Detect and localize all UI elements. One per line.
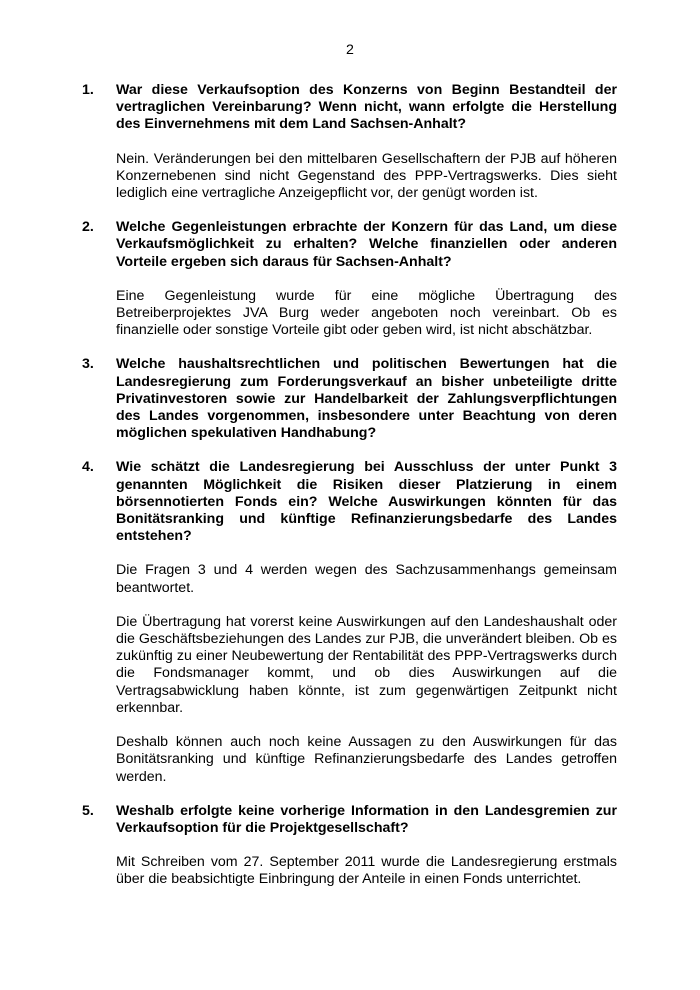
qa-list xyxy=(82,82,617,906)
item-number: 1. xyxy=(82,82,94,98)
item-number: 2. xyxy=(82,219,94,236)
question-text: War diese Verkaufsoption des Konzerns von Beginn Bestandteil der vertraglichen Vereinbarung? Wenn nicht, wann erfolgte die Herstellung des Einvernehmens mit dem Land Sachsen-Anhalt? xyxy=(116,82,617,133)
item-number: 4. xyxy=(82,459,94,476)
answer-paragraph: Mit Schreiben vom 27. September 2011 wurde die Landesregierung erstmals über die beabsichtigte Einbringung der Anteile in einen Fonds unterrichtet. xyxy=(116,854,617,888)
question-text: Weshalb erfolgte keine vorherige Information in den Landesgremien zur Verkaufsoption für die Projektgesellschaft? xyxy=(116,802,617,836)
answer-paragraph: Die Übertragung hat vorerst keine Auswirkungen auf den Landeshaushalt oder die Geschäftsbeziehungen des Landes zur PJB, die unverändert bleiben. Ob es zukünftig zu einer Neubewertung der Rentabilität des PPP-Vertragswerks durch die Fondsmanager kommt, und ob dies Auswirkungen auf die Vertragsabwicklung haben könnte, ist zum gegenwärtigen Zeitpunkt nicht erkennbar. xyxy=(116,613,617,716)
question-text: Welche haushaltsrechtlichen und politischen Bewertungen hat die Landesregierung zum Forderungsverkauf an bisher unbeteiligte dritte Privatinvestoren sowie zur Handelbarkeit der Zahlungsverpflichtungen des Landes vorgenommen, insbesondere unter Beachtung von deren möglichen spekulativen Handhabung? xyxy=(116,356,617,442)
answer-paragraph: Die Fragen 3 und 4 werden wegen des Sachzusammenhangs gemeinsam beantwortet. xyxy=(116,562,617,596)
qa-item-2 xyxy=(82,219,617,339)
item-number: 3. xyxy=(82,356,94,373)
qa-item-1 xyxy=(82,82,617,202)
qa-item-4 xyxy=(82,459,617,785)
answer-paragraph: Deshalb können auch noch keine Aussagen zu den Auswirkungen für das Bonitätsranking und künftige Refinanzierungsbedarfe des Landes getroffen werden. xyxy=(116,734,617,785)
answer-paragraph: Eine Gegenleistung wurde für eine mögliche Übertragung des Betreiberprojektes JVA Burg weder angeboten noch vereinbart. Ob es finanzielle oder sonstige Vorteile gibt oder geben wird, ist nicht abschätzbar. xyxy=(116,287,617,339)
question-text: Wie schätzt die Landesregierung bei Ausschluss der unter Punkt 3 genannten Möglichkeit die Risiken dieser Platzierung in einem börsennotierten Fonds ein? Welche Auswirkungen könnten für das Bonitätsranking und künftige Refinanzierungsbedarfe des Landes entstehen? xyxy=(116,459,617,545)
qa-item-3 xyxy=(82,356,617,442)
answer-paragraph: Nein. Veränderungen bei den mittelbaren Gesellschaftern der PJB auf höheren Konzernebenen sind nicht Gegenstand des PPP-Vertragswerks. Dies sieht lediglich eine vertragliche Anzeigepflicht vor, der genügt worden ist. xyxy=(116,150,617,202)
qa-item-5 xyxy=(82,803,617,889)
item-number: 5. xyxy=(82,802,94,819)
page-number: 2 xyxy=(346,42,354,58)
question-text: Welche Gegenleistungen erbrachte der Konzern für das Land, um diese Verkaufsmöglichkeit zu erhalten? Welche finanziellen oder anderen Vorteile ergeben sich daraus für Sachsen-Anhalt? xyxy=(116,219,617,270)
